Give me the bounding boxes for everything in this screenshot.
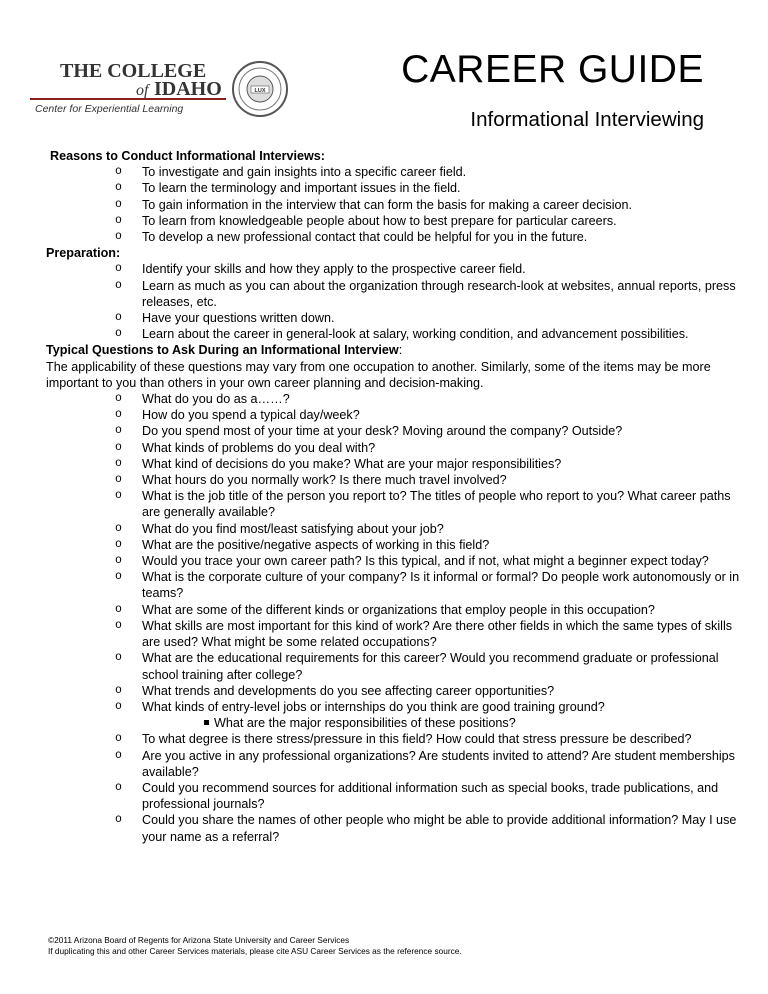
list-item: o What are the educational requirements for this career? Would you recommend graduate or professional school training after college? — [46, 650, 746, 682]
list-item: o What is the job title of the person you report to? The titles of people who report to you? What career paths are generally available? — [46, 488, 746, 520]
list-item: o How do you spend a typical day/week? — [46, 407, 746, 423]
list-item: o Learn about the career in general-look at salary, working condition, and advancement possibilities. — [46, 326, 746, 342]
list-item: o What kind of decisions do you make? What are your major responsibilities? — [46, 456, 746, 472]
preparation-heading: Preparation: — [46, 246, 121, 261]
questions-sublist — [46, 715, 746, 731]
career-guide-title: CAREER GUIDE — [401, 48, 704, 91]
questions-heading: Typical Questions to Ask During an Informational Interview — [46, 343, 399, 358]
logo-line2: IDAHO — [154, 78, 222, 100]
list-item: o Have your questions written down. — [46, 310, 746, 326]
questions-list — [46, 391, 746, 715]
college-seal-icon — [233, 62, 287, 116]
list-item: o Could you recommend sources for additional information such as special books, trade publications, and professional journals? — [46, 780, 746, 812]
list-item: o What kinds of problems do you deal with? — [46, 440, 746, 456]
list-item: o What do you do as a……? — [46, 391, 746, 407]
list-item: o What are some of the different kinds or organizations that employ people in this occupation? — [46, 602, 746, 618]
list-item: o To learn the terminology and important issues in the field. — [46, 180, 746, 196]
list-item: o What hours do you normally work? Is there much travel involved? — [46, 472, 746, 488]
list-item: o What trends and developments do you see affecting career opportunities? — [46, 683, 746, 699]
list-item: o To investigate and gain insights into a specific career field. — [46, 164, 746, 180]
logo-of: of — [136, 82, 149, 99]
questions-heading-line — [46, 342, 746, 358]
footer-line1: ©2011 Arizona Board of Regents for Arizona State University and Career Services — [48, 935, 350, 945]
list-item: o To develop a new professional contact that could be helpful for you in the future. — [46, 229, 746, 245]
list-item: o Would you trace your own career path? Is this typical, and if not, what might a beginner expect today? — [46, 553, 746, 569]
reasons-list — [46, 164, 746, 245]
seal-text: LUX — [254, 88, 266, 94]
questions-heading-colon: : — [398, 343, 403, 358]
list-item: o Could you share the names of other people who might be able to provide additional information? May I use your name as a referral? — [46, 812, 746, 844]
copyright-footer — [48, 935, 462, 957]
reasons-heading: Reasons to Conduct Informational Interviews: — [50, 149, 325, 163]
guide-subtitle: Informational Interviewing — [470, 108, 704, 131]
list-item: o What is the corporate culture of your company? Is it informal or formal? Do people work autonomously or in teams? — [46, 569, 746, 601]
list-item: o What do you find most/least satisfying about your job? — [46, 521, 746, 537]
list-item: o To gain information in the interview that can form the basis for making a career decision. — [46, 197, 746, 213]
questions-list-continued — [46, 731, 746, 844]
logo-line1: THE COLLEGE — [60, 60, 207, 82]
list-item: o Do you spend most of your time at your desk? Moving around the company? Outside? — [46, 423, 746, 439]
list-item: o Are you active in any professional organizations? Are students invited to attend? Are student memberships available? — [46, 748, 746, 780]
sub-list-item: What are the major responsibilities of these positions? — [46, 715, 746, 731]
logo-line3: Center for Experiential Learning — [35, 103, 184, 115]
footer-line2: If duplicating this and other Career Services materials, please cite ASU Career Services as the reference source. — [48, 946, 462, 957]
list-item: o What kinds of entry-level jobs or internships do you think are good training ground? — [46, 699, 746, 715]
preparation-list — [46, 261, 746, 342]
list-item: o What skills are most important for this kind of work? Are there other fields in which the same types of skills are used? What might be some related occupations? — [46, 618, 746, 650]
questions-intro: The applicability of these questions may vary from one occupation to another. Similarly, some of the items may be more important to you than others in your own career planning and decision-making. — [46, 359, 711, 390]
list-item: o To learn from knowledgeable people about how to best prepare for particular careers. — [46, 213, 746, 229]
guide-content — [46, 148, 746, 845]
list-item: o Learn as much as you can about the organization through research-look at websites, annual reports, press releases, etc. — [46, 278, 746, 310]
list-item: o To what degree is there stress/pressure in this field? How could that stress pressure be described? — [46, 731, 746, 747]
list-item: o What are the positive/negative aspects of working in this field? — [46, 537, 746, 553]
college-of-idaho-logo — [30, 57, 292, 123]
list-item: o Identify your skills and how they apply to the prospective career field. — [46, 261, 746, 277]
